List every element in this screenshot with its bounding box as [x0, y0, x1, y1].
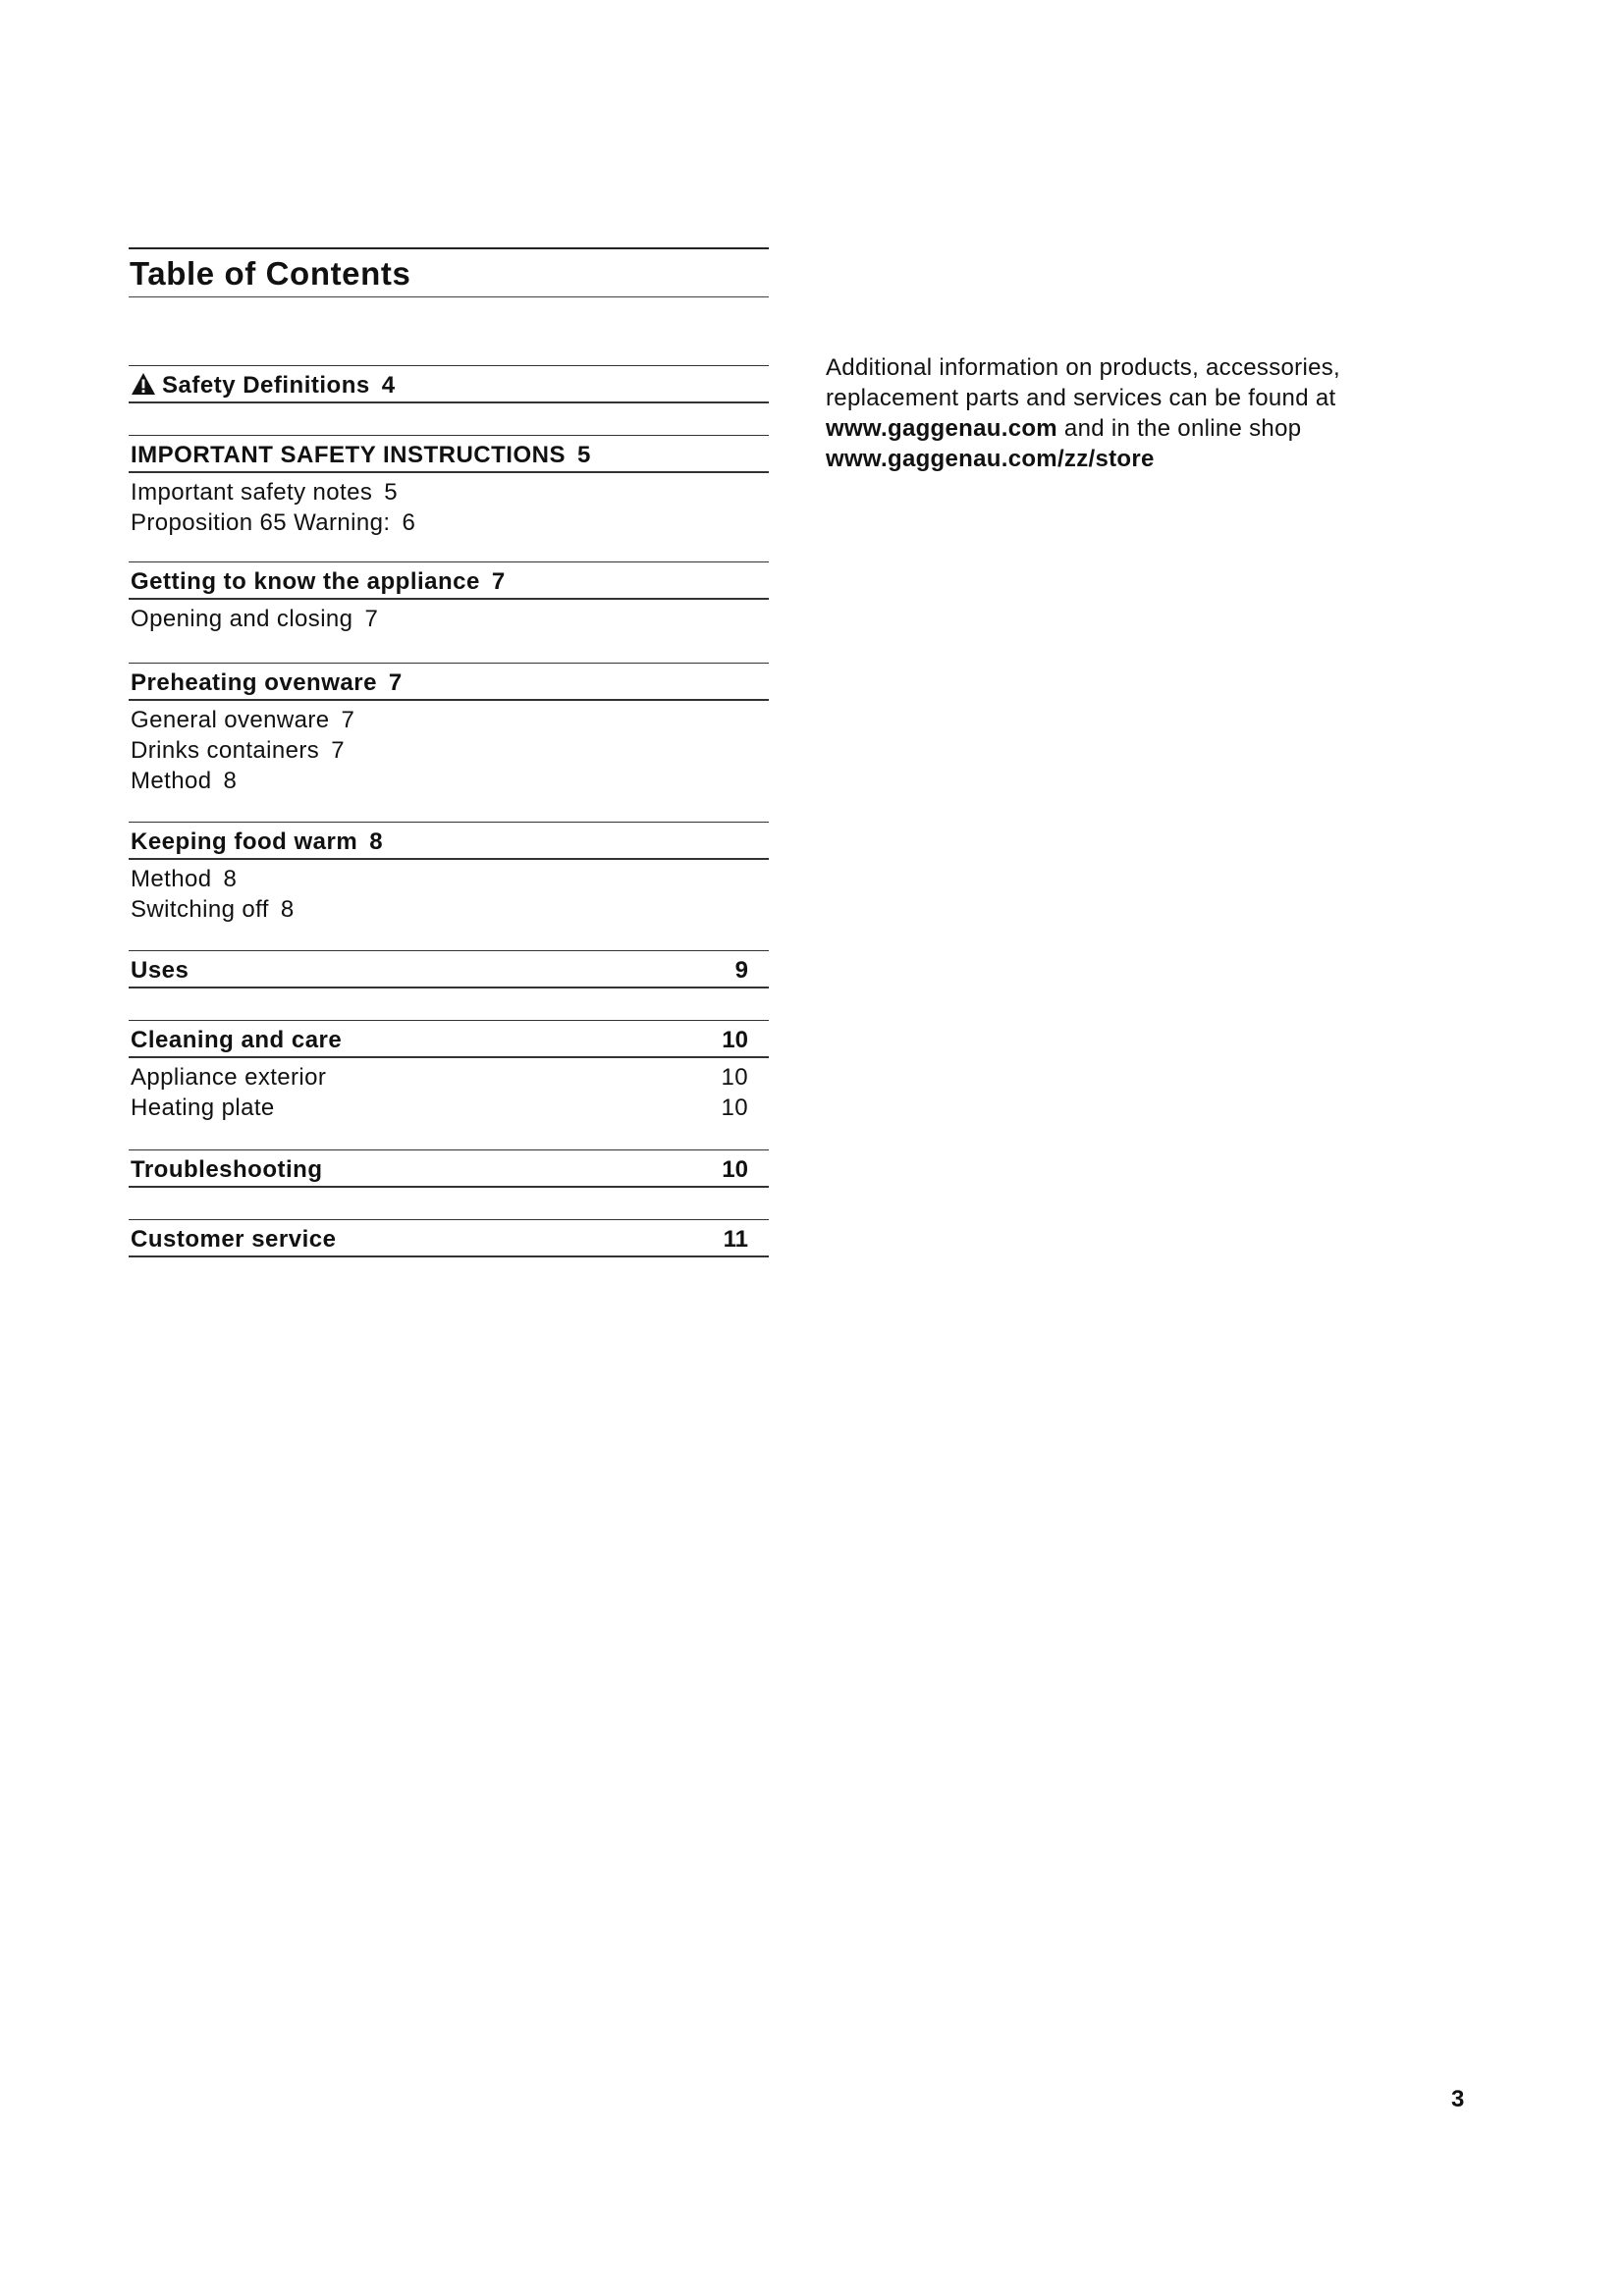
toc-section-customer-service	[129, 1219, 769, 1257]
warning-triangle-icon	[131, 372, 156, 396]
info-line: replacement parts and services can be found at	[826, 385, 1336, 411]
toc-item-label: Method	[131, 768, 212, 794]
toc-heading-label: IMPORTANT SAFETY INSTRUCTIONS	[131, 442, 566, 468]
page-number: 3	[1451, 2086, 1465, 2112]
toc-heading-page: 7	[388, 669, 403, 696]
toc-heading-row[interactable]	[129, 1021, 769, 1058]
gaggenau-website-link[interactable]: www.gaggenau.com	[826, 415, 1057, 442]
toc-heading-label: Cleaning and care	[131, 1027, 343, 1053]
toc-heading-row[interactable]	[129, 366, 769, 403]
page-title: Table of Contents	[130, 255, 411, 292]
toc-heading-row[interactable]	[129, 951, 769, 988]
toc-heading-page: 4	[381, 372, 396, 399]
toc-item[interactable]	[129, 478, 769, 508]
info-line: Additional information on products, accessories,	[826, 354, 1341, 381]
toc-item[interactable]	[129, 895, 769, 926]
toc-items	[129, 473, 769, 539]
toc-item-label: Proposition 65 Warning:	[131, 509, 391, 536]
toc-item[interactable]	[129, 865, 769, 895]
toc-items	[129, 860, 769, 926]
toc-item-page: 10	[721, 1064, 748, 1091]
toc-section-preheating-ovenware	[129, 663, 769, 797]
toc-heading-row[interactable]	[129, 1150, 769, 1188]
toc-section-troubleshooting	[129, 1149, 769, 1188]
toc-heading-row[interactable]	[129, 664, 769, 701]
gaggenau-store-link[interactable]: www.gaggenau.com/zz/store	[826, 446, 1155, 472]
toc-heading	[131, 828, 383, 856]
toc-item-label: Method	[131, 866, 212, 892]
toc-section-safety-definitions	[129, 365, 769, 403]
toc-heading-page: 11	[723, 1226, 748, 1253]
toc-heading-label: Getting to know the appliance	[131, 568, 480, 595]
toc-item-page: 5	[384, 479, 399, 506]
toc-section-important-safety-instructions	[129, 435, 769, 539]
toc-heading-label: Uses	[131, 957, 189, 984]
toc-item[interactable]	[129, 605, 769, 635]
toc-item-page: 7	[341, 707, 355, 733]
toc-heading-row[interactable]	[129, 823, 769, 860]
toc-item-page: 8	[280, 896, 295, 923]
toc-item[interactable]	[129, 767, 769, 797]
toc-item-label: Drinks containers	[131, 737, 320, 764]
toc-item[interactable]	[129, 1063, 769, 1094]
toc-item-label: Appliance exterior	[131, 1064, 327, 1091]
info-line	[826, 413, 1454, 444]
toc-heading-page: 9	[734, 957, 748, 984]
toc-section-uses	[129, 950, 769, 988]
toc-section-cleaning-and-care	[129, 1020, 769, 1124]
toc-heading-row[interactable]	[129, 562, 769, 600]
toc-item-label: Switching off	[131, 896, 269, 923]
toc-section-keeping-food-warm	[129, 822, 769, 926]
toc-item-page: 7	[331, 737, 345, 764]
additional-info-paragraph	[826, 352, 1454, 474]
toc-heading-label: Safety Definitions	[162, 372, 370, 399]
toc-heading	[131, 669, 403, 697]
toc-item-page: 8	[223, 866, 238, 892]
toc-heading	[131, 372, 396, 400]
toc-section-getting-to-know	[129, 561, 769, 635]
toc-item-label: Important safety notes	[131, 479, 373, 506]
toc-item-page: 6	[402, 509, 416, 536]
toc-item-label: Heating plate	[131, 1095, 275, 1121]
toc-heading-page: 5	[576, 442, 591, 468]
toc-item-label: General ovenware	[131, 707, 330, 733]
info-line-rest: and in the online shop	[1056, 415, 1302, 442]
toc-heading-row[interactable]	[129, 436, 769, 473]
toc-items	[129, 1058, 769, 1124]
toc-heading-label: Troubleshooting	[131, 1156, 323, 1183]
toc-heading-label: Preheating ovenware	[131, 669, 377, 696]
toc-heading	[131, 568, 506, 596]
toc-heading	[131, 442, 591, 469]
toc-heading-row[interactable]	[129, 1220, 769, 1257]
toc-title-block	[129, 247, 769, 297]
toc-item-page: 10	[721, 1095, 748, 1121]
toc-item-label: Opening and closing	[131, 606, 353, 632]
toc-items	[129, 701, 769, 797]
toc-item[interactable]	[129, 1094, 769, 1124]
toc-heading-page: 10	[722, 1027, 748, 1053]
toc-heading-label: Customer service	[131, 1226, 337, 1253]
toc-heading-page: 7	[491, 568, 506, 595]
toc-item[interactable]	[129, 736, 769, 767]
toc-heading-label: Keeping food warm	[131, 828, 358, 855]
toc-items	[129, 600, 769, 635]
toc-heading-page: 10	[722, 1156, 748, 1183]
toc-item-page: 7	[364, 606, 379, 632]
toc-item[interactable]	[129, 508, 769, 539]
table-of-contents	[129, 365, 769, 1257]
toc-item[interactable]	[129, 706, 769, 736]
toc-item-page: 8	[223, 768, 238, 794]
toc-heading-page: 8	[369, 828, 384, 855]
